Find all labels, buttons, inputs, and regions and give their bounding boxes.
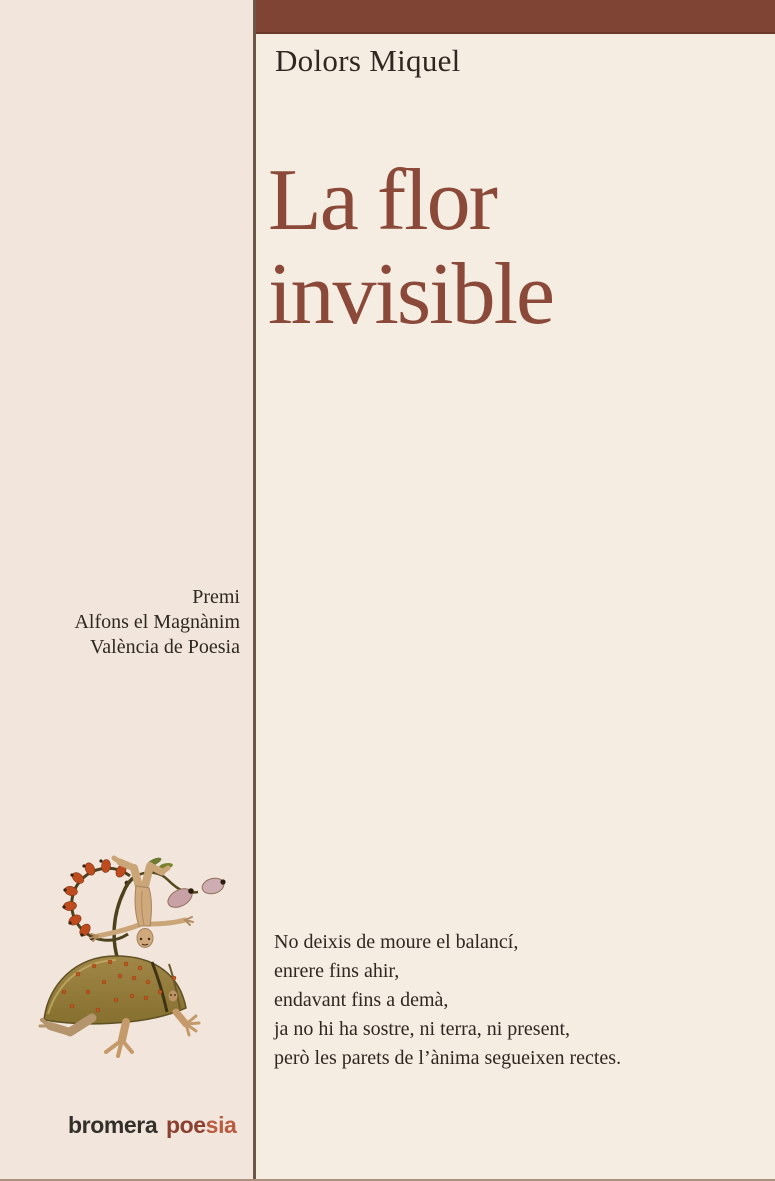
poem-line: però les parets de l’ànima segueixen rectes.: [274, 1047, 622, 1069]
poem-line: enrere fins ahir,: [274, 960, 400, 982]
vertical-divider-rule: [253, 0, 256, 1181]
book-title-line-2: invisible: [268, 246, 554, 343]
publisher-logo: [68, 1110, 236, 1140]
poem-excerpt: [274, 928, 714, 1073]
poem-line: No deixis de moure el balancí,: [274, 931, 519, 953]
top-brown-bar: [256, 0, 775, 34]
publisher-logo-collection-prefix: poe: [165, 1112, 206, 1138]
poem-line: endavant fins a demà,: [274, 989, 449, 1011]
poem-line: ja no hi ha sostre, ni terra, ni present,: [274, 1018, 571, 1040]
stem-and-branch: [114, 856, 226, 960]
award-line-1: Premi: [192, 586, 240, 608]
book-title: [268, 154, 553, 342]
book-title-line-1: La flor: [268, 152, 496, 249]
author-name: Dolors Miquel: [275, 43, 461, 78]
publisher-logo-collection-suffix: sia: [205, 1112, 237, 1138]
award-line-3: València de Poesia: [90, 636, 240, 658]
cover-illustration: [28, 846, 253, 1076]
seed-pod-skirt: [44, 956, 186, 1024]
award-line-2: Alfons el Magnànim: [74, 611, 240, 633]
publisher-logo-brand: bromera: [68, 1112, 158, 1138]
award-text: [0, 585, 240, 660]
